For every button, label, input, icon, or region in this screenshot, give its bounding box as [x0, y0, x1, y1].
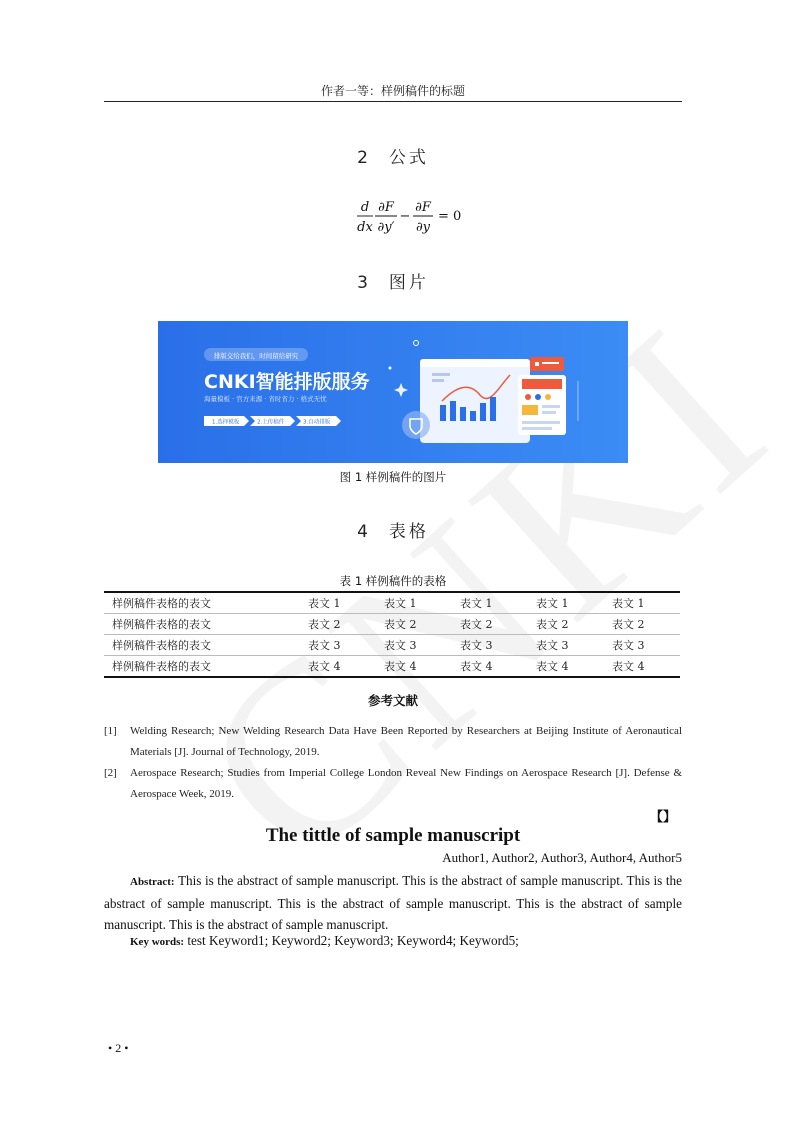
- table-cell: 表文 2: [376, 614, 452, 635]
- table-cell: 表文 2: [300, 614, 376, 635]
- formula-t1-numerator: d: [360, 200, 370, 215]
- formula-t1-denominator: dx: [357, 220, 373, 235]
- reference-number: [2]: [104, 767, 117, 779]
- section-title: 图片: [388, 273, 429, 293]
- table-cell: 表文 3: [376, 635, 452, 656]
- table-cell: 表文 1: [376, 592, 452, 614]
- section-number: 3: [357, 273, 371, 293]
- section-number: 2: [357, 148, 371, 168]
- table-cell: 样例稿件表格的表文: [104, 635, 300, 656]
- table-caption: 表 1 样例稿件的表格: [339, 574, 447, 588]
- banner-steps: [204, 416, 341, 426]
- banner-step-2: 2.上传稿件: [257, 419, 285, 426]
- table-cell: 表文 4: [604, 656, 680, 678]
- table-row: [104, 635, 680, 656]
- section-heading-formula: [104, 143, 682, 168]
- reference-text: Aerospace Research; Studies from Imperial College London Reveal New Findings on Aerospace Research [J]. Defense & Aerospace Week, 2019.: [130, 767, 682, 800]
- empty-brackets: 【】: [650, 810, 677, 825]
- abstract-label: Abstract:: [130, 876, 175, 888]
- table-cell: 表文 1: [528, 592, 604, 614]
- table-cell: 表文 1: [452, 592, 528, 614]
- dashboard-illustration: [420, 359, 530, 443]
- table-row: [104, 656, 680, 678]
- table-cell: 表文 4: [300, 656, 376, 678]
- table-cell: 样例稿件表格的表文: [104, 592, 300, 614]
- references-heading: 参考文献: [367, 693, 418, 708]
- table-cell: 表文 2: [604, 614, 680, 635]
- table-cell: 表文 1: [300, 592, 376, 614]
- table-cell: 表文 1: [604, 592, 680, 614]
- section-number: 4: [357, 522, 371, 542]
- formula-t2-numerator: ∂F: [378, 200, 394, 215]
- banner-subline: 海量模板 · 官方来源 · 省时省力 · 格式无忧: [204, 395, 327, 403]
- banner-step-3: 3.自动排版: [303, 419, 331, 426]
- table-cell: 表文 4: [376, 656, 452, 678]
- reference-number: [1]: [104, 725, 117, 737]
- euler-lagrange-formula: [356, 196, 476, 242]
- page-number: • 2 •: [108, 1041, 129, 1055]
- formula-rhs: = 0: [438, 209, 462, 224]
- cnki-banner-image: [158, 321, 628, 463]
- keywords-text: test Keyword1; Keyword2; Keyword3; Keyword4; Keyword5;: [187, 933, 519, 948]
- reference-item: [104, 721, 682, 763]
- table-cell: 表文 4: [452, 656, 528, 678]
- banner-tag: 排版交给我们，时间留给研究: [213, 352, 299, 360]
- table-row: [104, 614, 680, 635]
- table-cell: 表文 3: [452, 635, 528, 656]
- formula-t3-numerator: ∂F: [415, 200, 431, 215]
- reference-item: [104, 763, 682, 805]
- table-cell: 表文 3: [528, 635, 604, 656]
- table-cell: 表文 2: [452, 614, 528, 635]
- header-rule: [104, 101, 682, 102]
- english-keywords: [130, 933, 519, 949]
- table-cell: 表文 4: [528, 656, 604, 678]
- figure-caption: 图 1 样例稿件的图片: [339, 470, 447, 484]
- english-authors: Author1, Author2, Author3, Author4, Author5: [442, 850, 682, 865]
- section-title: 表格: [388, 522, 429, 542]
- table-cell: 表文 3: [300, 635, 376, 656]
- sample-table: [104, 591, 680, 678]
- english-abstract: [104, 870, 682, 935]
- formula-t3-denominator: ∂y: [415, 220, 431, 235]
- section-heading-figure: [104, 268, 682, 293]
- section-title: 公式: [388, 148, 429, 168]
- running-header: 作者一等：样例稿件的标题: [320, 84, 465, 98]
- table-cell: 表文 2: [528, 614, 604, 635]
- abstract-text: This is the abstract of sample manuscript. This is the abstract of sample manuscript. This is the abstract of sample manuscript. This is the abstract of sample manuscript. This is the abstract of sample manuscript. This is the abstract of sample manuscript.: [104, 873, 682, 932]
- section-heading-table: [104, 517, 682, 542]
- banner-headline: CNKI智能排版服务: [204, 371, 370, 393]
- formula-minus: −: [399, 209, 411, 224]
- formula-t2-denominator: ∂y′: [377, 220, 395, 235]
- table-cell: 样例稿件表格的表文: [104, 656, 300, 678]
- keywords-label: Key words:: [130, 936, 185, 948]
- table-cell: 样例稿件表格的表文: [104, 614, 300, 635]
- banner-step-1: 1.选择模板: [212, 419, 240, 426]
- reference-text: Welding Research; New Welding Research Data Have Been Reported by Researchers at Beijing Institute of Aeronautical Materials [J]. Journal of Technology, 2019.: [130, 725, 682, 758]
- table-cell: 表文 3: [604, 635, 680, 656]
- english-title: The tittle of sample manuscript: [265, 825, 521, 846]
- table-row: [104, 592, 680, 614]
